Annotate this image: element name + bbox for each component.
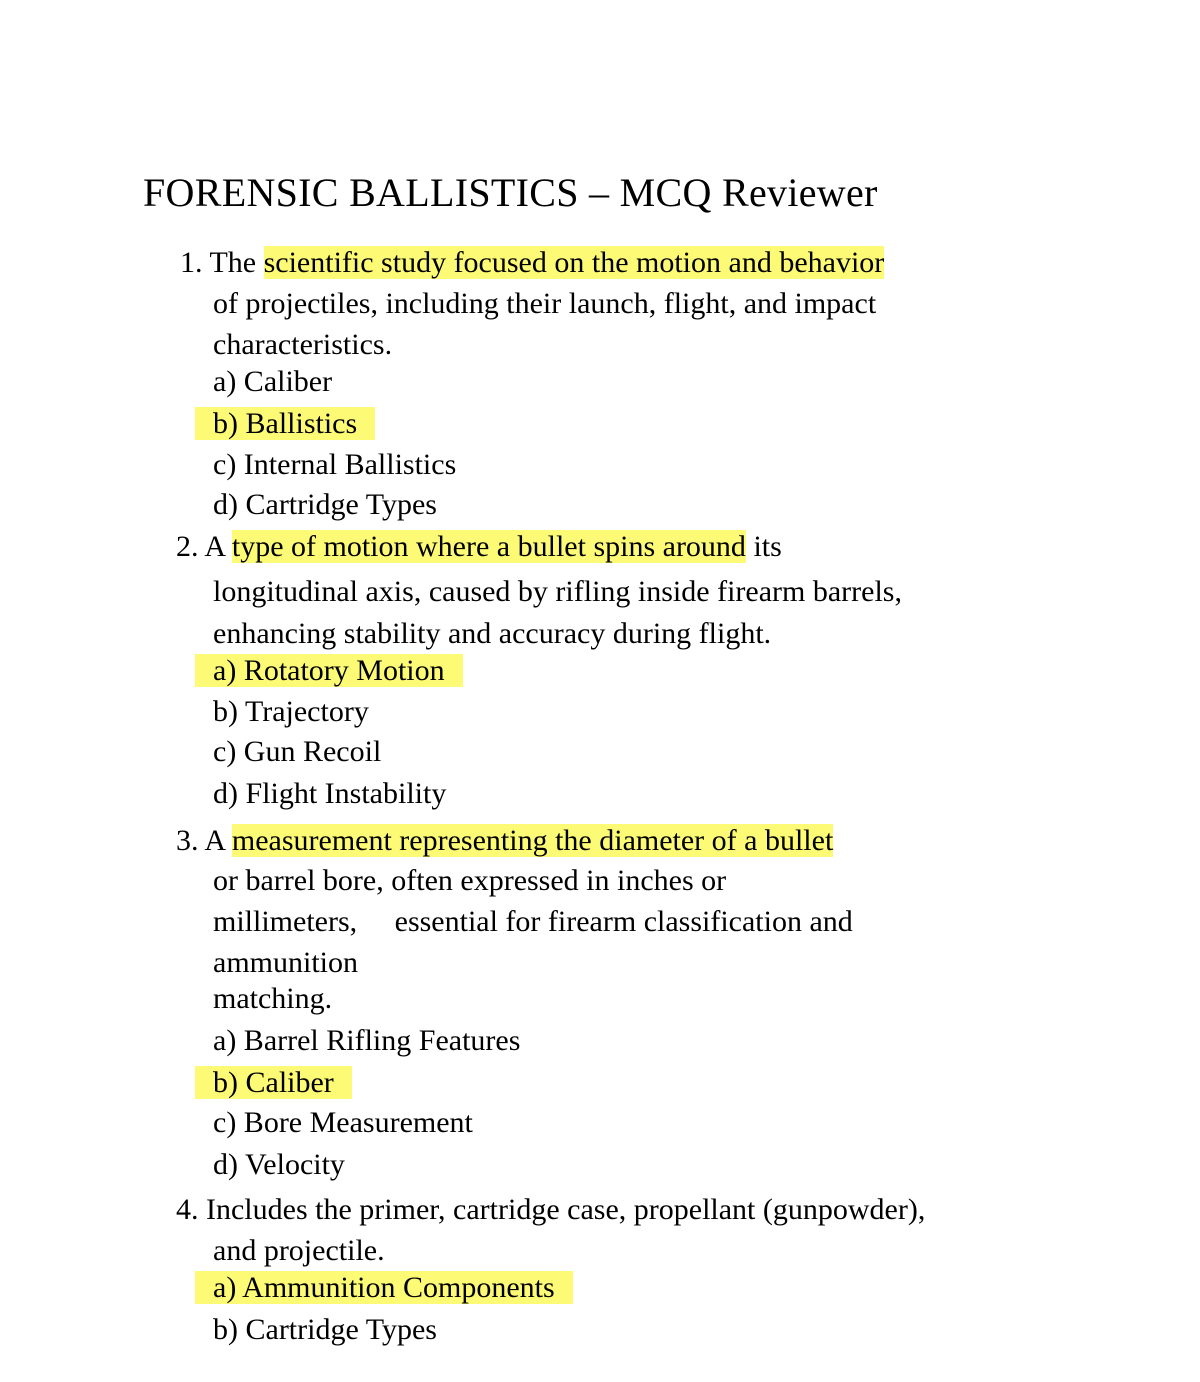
question-2-option-b: b) Trajectory xyxy=(213,695,369,728)
question-number: 3. xyxy=(176,824,199,857)
question-3-option-a: a) Barrel Rifling Features xyxy=(213,1024,521,1057)
question-number: 2. xyxy=(176,530,199,563)
question-text: Includes the primer, cartridge case, propellant (gunpowder), xyxy=(206,1193,926,1226)
question-4-option-a xyxy=(213,1268,573,1308)
question-1-stem-line-2: of projectiles, including their launch, flight, and impact xyxy=(213,287,877,320)
question-3-stem-line-3: millimeters, essential for firearm classification and xyxy=(213,905,853,938)
highlighted-answer: b) Ballistics xyxy=(195,407,375,440)
highlighted-text: measurement representing the diameter of a bullet xyxy=(231,824,834,857)
question-1-stem-line-3: characteristics. xyxy=(213,328,393,361)
question-text: its xyxy=(745,530,782,563)
highlighted-answer: a) Ammunition Components xyxy=(195,1271,573,1304)
question-3-option-c: c) Bore Measurement xyxy=(213,1106,473,1139)
page-title: FORENSIC BALLISTICS – MCQ Reviewer xyxy=(143,170,878,215)
question-3-option-d: d) Velocity xyxy=(213,1148,345,1181)
question-3-option-b xyxy=(213,1063,352,1103)
question-3-stem-line-5: matching. xyxy=(213,982,333,1015)
question-1-option-d: d) Cartridge Types xyxy=(213,488,437,521)
highlighted-answer: a) Rotatory Motion xyxy=(195,654,463,687)
question-4-stem-line-2: and projectile. xyxy=(213,1234,385,1267)
question-1-option-a: a) Caliber xyxy=(213,365,333,398)
question-4-stem-line-1 xyxy=(176,1190,925,1230)
question-text: A xyxy=(204,824,232,857)
question-text: The xyxy=(209,246,264,279)
highlighted-answer: b) Caliber xyxy=(195,1066,352,1099)
question-2-option-a xyxy=(213,651,463,691)
question-number: 4. xyxy=(176,1193,199,1226)
question-2-stem-line-2: longitudinal axis, caused by rifling inside firearm barrels, xyxy=(213,575,902,608)
question-4-option-b: b) Cartridge Types xyxy=(213,1313,437,1346)
question-2-stem-line-3: enhancing stability and accuracy during flight. xyxy=(213,617,772,650)
highlighted-text: scientific study focused on the motion and behavior xyxy=(263,246,885,279)
question-1-stem-line-1 xyxy=(180,243,884,283)
question-2-option-c: c) Gun Recoil xyxy=(213,735,382,768)
question-3-stem-line-2: or barrel bore, often expressed in inches or xyxy=(213,864,727,897)
question-3-stem-line-1 xyxy=(176,821,833,861)
question-1-option-c: c) Internal Ballistics xyxy=(213,448,457,481)
question-1-option-b xyxy=(213,404,375,444)
question-2-stem-line-1 xyxy=(176,527,782,567)
question-3-stem-line-4: ammunition xyxy=(213,946,358,979)
question-text: A xyxy=(204,530,232,563)
highlighted-text: type of motion where a bullet spins around xyxy=(231,530,746,563)
question-number: 1. xyxy=(180,246,203,279)
question-2-option-d: d) Flight Instability xyxy=(213,777,447,810)
